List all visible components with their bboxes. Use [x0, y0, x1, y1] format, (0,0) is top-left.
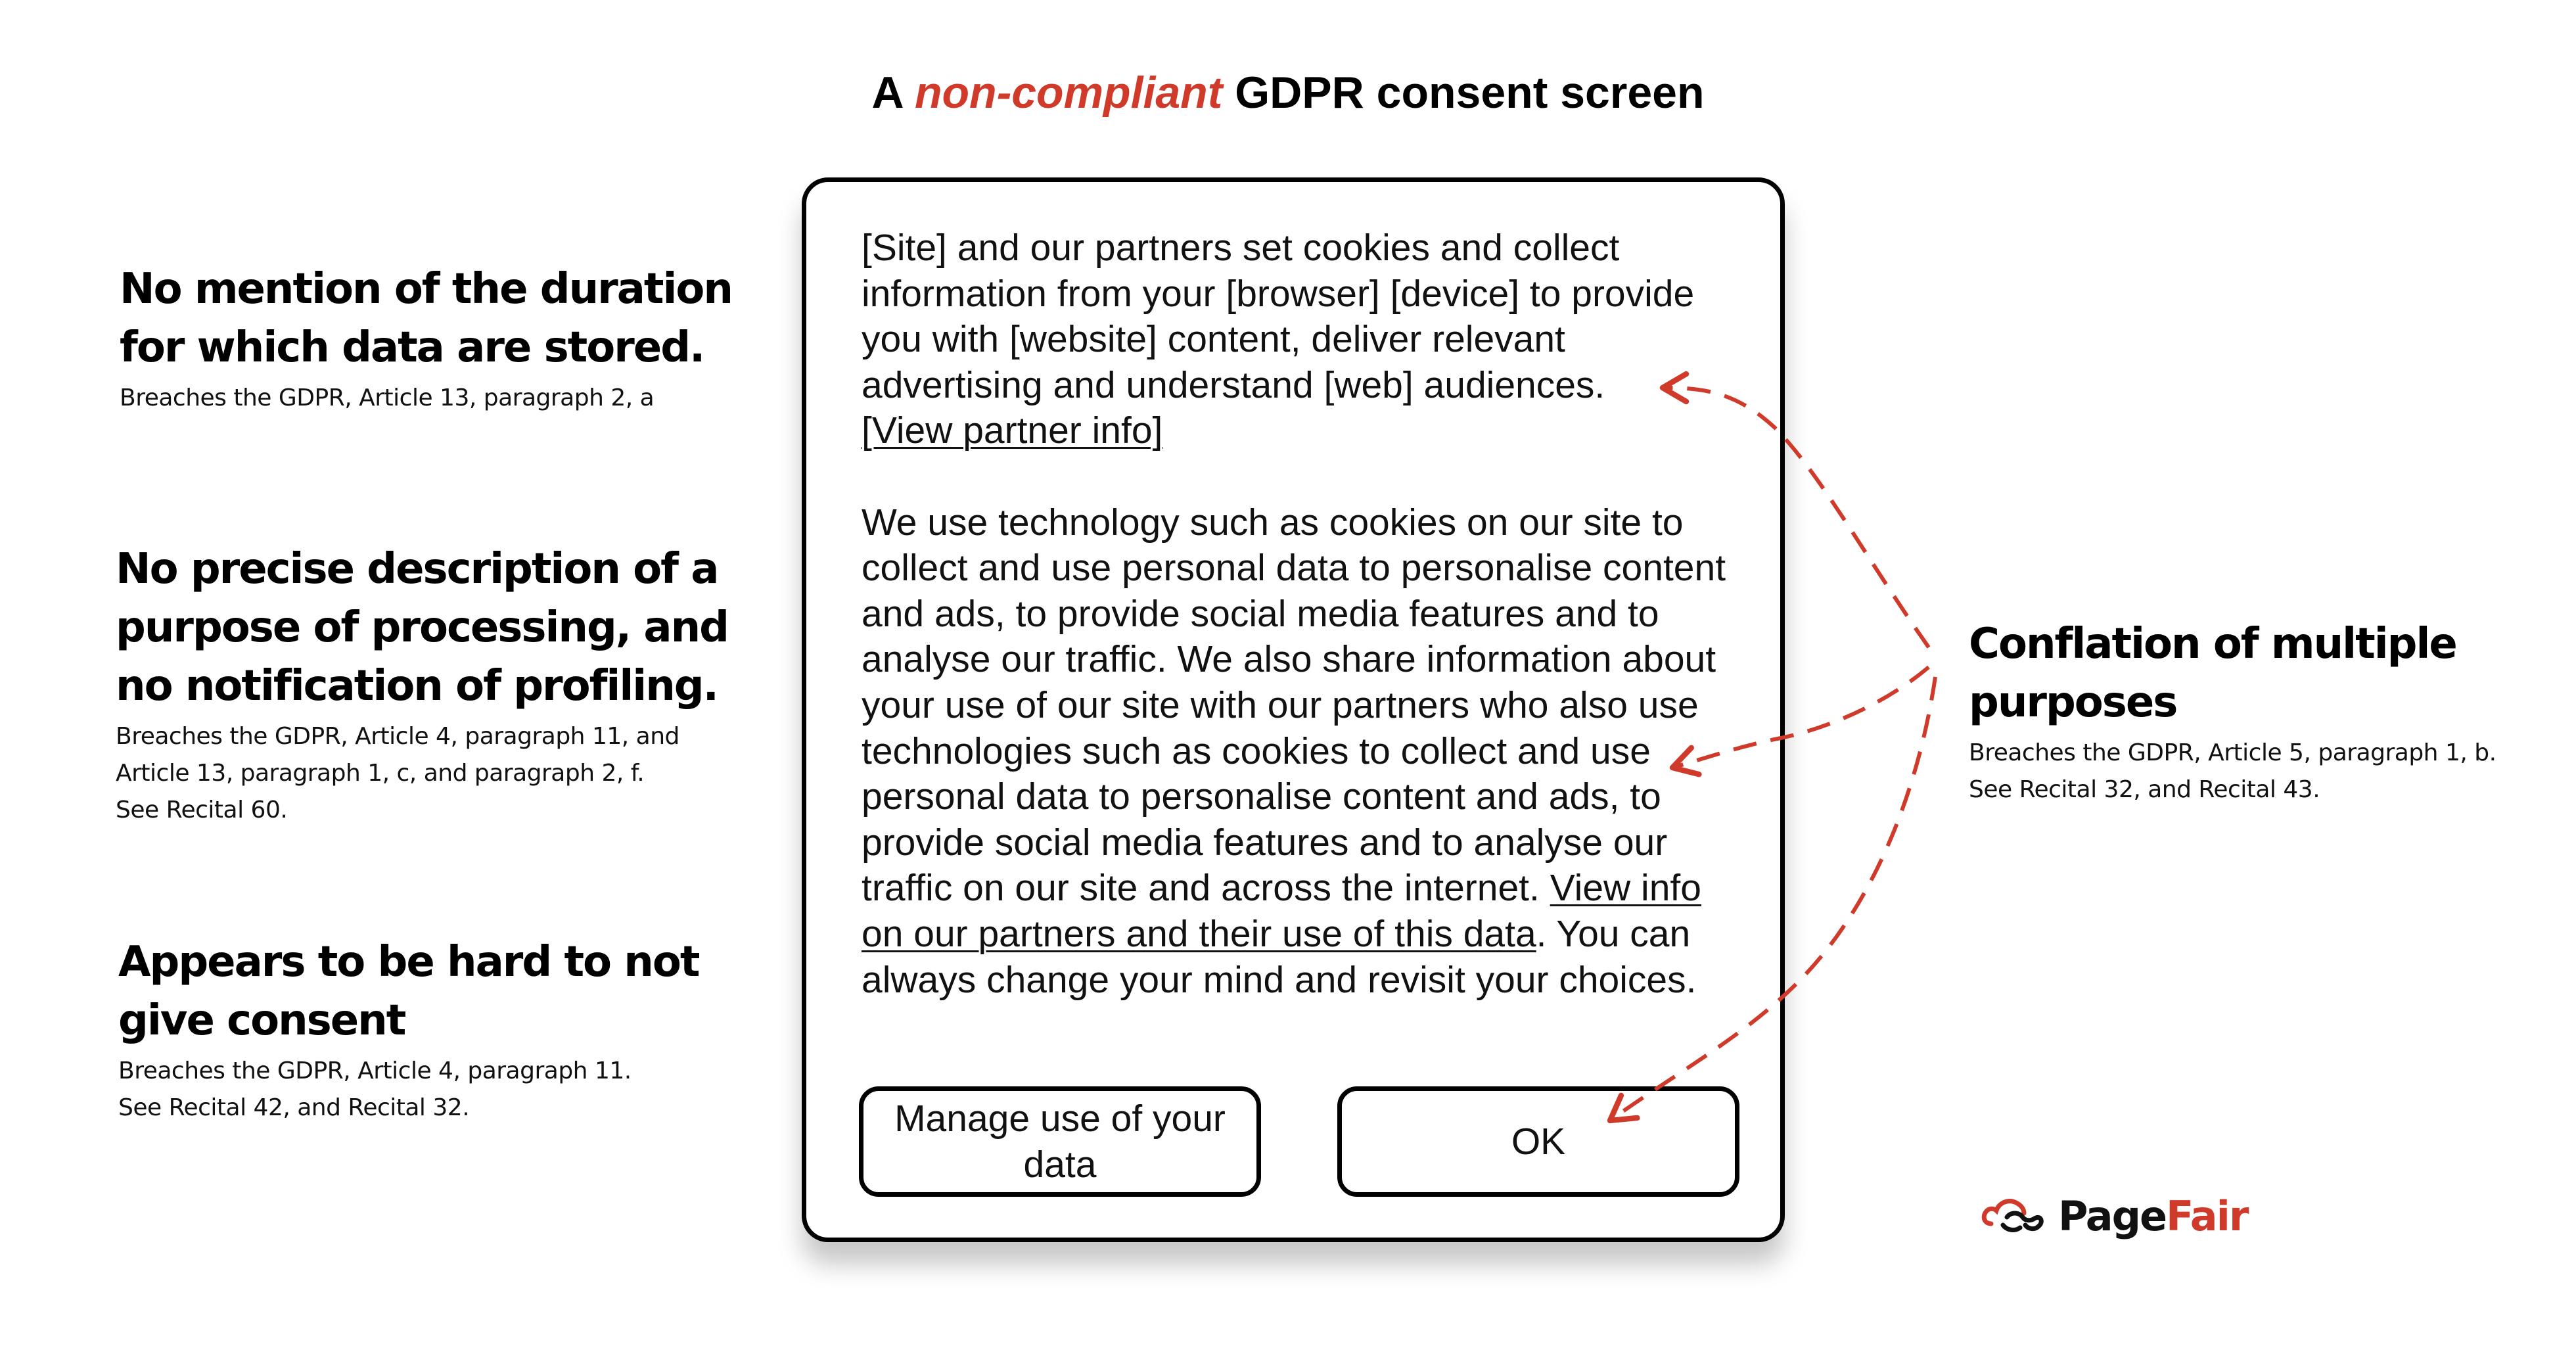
annotation-detail-line: See Recital 42, and Recital 32. — [118, 1094, 470, 1121]
view-partner-info-link[interactable]: [View partner info] — [862, 409, 1163, 452]
consent-paragraph-2-tail: . You can always change your mind and revisit your choices. — [862, 912, 1697, 1001]
logo-text-page: Page — [2058, 1192, 2167, 1240]
pagefair-logo-text — [2058, 1192, 2247, 1240]
annotation-heading-line: No precise description of a — [116, 545, 718, 593]
annotation-detail-line: Article 13, paragraph 1, c, and paragraph 2, f. — [116, 760, 645, 787]
logo-text-fair: Fair — [2166, 1192, 2248, 1240]
annotation-detail-line: Breaches the GDPR, Article 4, paragraph 11, and — [116, 723, 679, 750]
title-suffix: GDPR consent screen — [1222, 68, 1705, 118]
pagefair-logo — [1978, 1191, 2247, 1241]
consent-paragraph-2-text: We use technology such as cookies on our site to collect and use personal data to personalise content and ads, to provide social media features and to analyse our traffic. We also share information about your use of our site with our partners who also use technologies such as cookies to collect and use personal data to personalise content and ads, to provide social media features and to analyse our traffic on our site and across the internet. — [862, 501, 1726, 910]
arrow-to-paragraph-1 — [1663, 388, 1929, 647]
arrow-to-paragraph-2 — [1672, 667, 1929, 768]
title-prefix: A — [871, 68, 915, 118]
pagefair-logo-icon — [1978, 1191, 2050, 1241]
ok-button[interactable]: OK — [1337, 1086, 1739, 1197]
annotation-detail-line: See Recital 32, and Recital 43. — [1969, 776, 2320, 803]
arrow-to-ok-button — [1610, 677, 1935, 1121]
annotation-heading-line: No mention of the duration — [120, 265, 732, 313]
consent-paragraph-1-text: [Site] and our partners set cookies and collect information from your [browser] [device] to provide you with [website] content, deliver relevant advertising and understand [web] audiences. — [862, 227, 1695, 406]
annotation-detail-line: Breaches the GDPR, Article 13, paragraph 2, a — [120, 384, 655, 411]
annotation-detail-line: See Recital 60. — [116, 797, 288, 823]
annotation-heading-line: purpose of processing, and — [116, 603, 728, 652]
annotation-heading-line: give consent — [118, 996, 405, 1045]
annotation-heading-line: for which data are stored. — [120, 323, 704, 372]
annotation-heading-line: Conflation of multiple — [1969, 620, 2456, 668]
annotation-heading-line: purposes — [1969, 678, 2177, 727]
annotation-detail-line: Breaches the GDPR, Article 5, paragraph 1, b. — [1969, 739, 2496, 766]
title-accent: non-compliant — [914, 68, 1223, 118]
annotation-heading-line: no notification of profiling. — [116, 662, 718, 710]
annotation-detail-line: Breaches the GDPR, Article 4, paragraph 11. — [118, 1057, 632, 1084]
manage-data-button[interactable]: Manage use of your data — [859, 1086, 1261, 1197]
annotation-heading-line: Appears to be hard to not — [118, 938, 699, 986]
view-partners-data-link[interactable]: View info on our partners and their use of this data — [862, 867, 1701, 955]
